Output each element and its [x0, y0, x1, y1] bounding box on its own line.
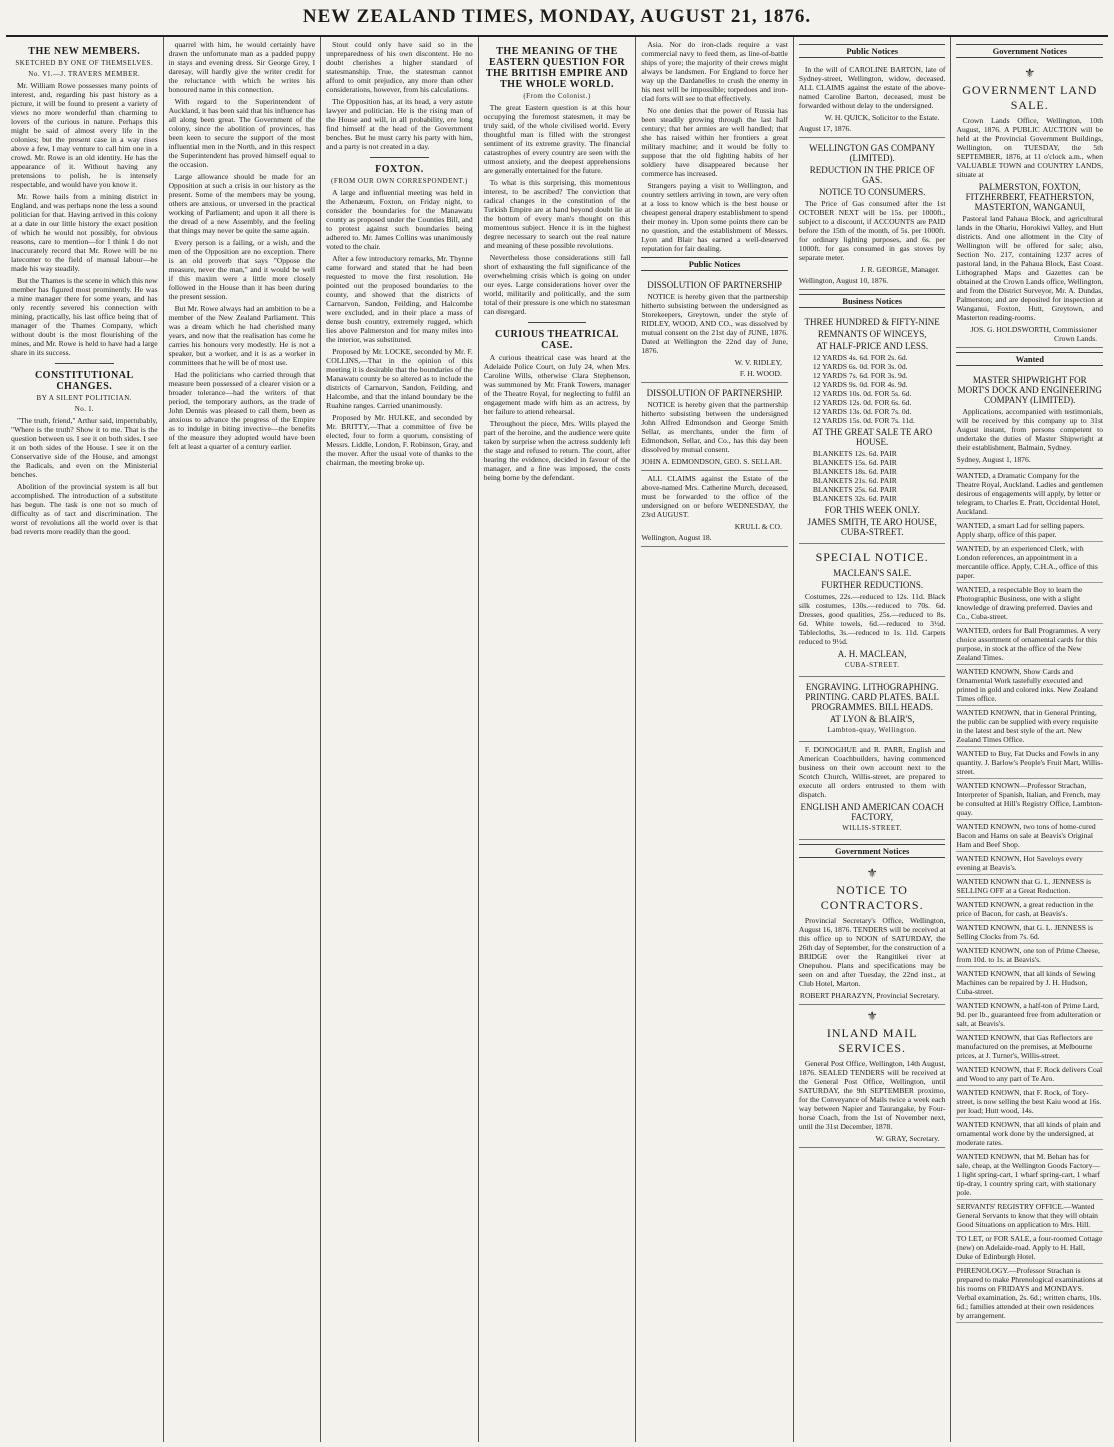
divider — [370, 157, 429, 158]
article-paragraph: Proposed by Mr. HULKE, and seconded by Mr. BRITTY,—That a committee of five be elected, four to form a quorum, consisting of Messrs. Liddle, London, F. Robinson, Gray, and the mover. After the usual vote of thanks to the chairman, the meeting broke up. — [326, 413, 473, 467]
section-header-business-notices: Business Notices — [799, 294, 946, 308]
article-heading-constitutional-changes: CONSTITUTIONAL CHANGES. — [34, 370, 134, 392]
price-row: BLANKETS 15s. 6d. PAIR — [812, 458, 897, 467]
article-paragraph: Throughout the piece, Mrs. Wills played the part of the heroine, and the audience were quite taken by surprise when the actress suddenly left the stage and refused to return. The court, after hearing the evidence, decided in favour of the manager, and a fine was imposed, the costs being borne by the defendant. — [483, 419, 631, 482]
notice-signature: JOS. G. HOLDSWORTH, Commissioner Crown Lands. — [970, 325, 1098, 343]
article-heading-new-members: THE NEW MEMBERS. — [28, 46, 141, 57]
ad-body: Costumes, 22s.—reduced to 12s. 11d. Black silk costumes, 130s.—reduced to 70s. 6d. Dresses, good qualities, 25s.—reduced to 8s. 6d. White towels, 6d.—reduced to 3½d. Tablecloths, 3s.—reduced to 1s. 11d. Carpets reduced to 9½d. — [798, 592, 946, 646]
ad-title: MACLEAN'S SALE. — [833, 568, 912, 578]
notice-signature: F. H. WOOD. — [739, 369, 782, 378]
price-row: 12 YARDS 6s. 0d. FOR 3s. 0d. — [812, 362, 908, 371]
article-heading-eastern-question: THE MEANING OF THE EASTERN QUESTION FOR THE BRITISH EMPIRE AND THE WHOLE WORLD. — [485, 46, 629, 90]
wanted-ad: WANTED KNOWN, that all kinds of Sewing Machines can be repaired by J. H. Hudson, Cuba-street. — [956, 967, 1103, 999]
ad-title: THREE HUNDRED & FIFTY-NINE — [804, 317, 940, 327]
price-row: 12 YARDS 9s. 0d. FOR 4s. 9d. — [812, 380, 908, 389]
notice-subtitle: REDUCTION IN THE PRICE OF GAS. — [809, 165, 935, 185]
ad-maclean-sale — [799, 544, 946, 677]
article-paragraph: But Mr. Rowe always had an ambition to be a member of the New Zealand Parliament. This was a dream which he had cherished many years, and now that the realisation has come he carries his honours very modestly. He is not a speaker, but a worker, and it is as a worker in committees that he will be of most use. — [168, 304, 316, 367]
crest-icon: ⚜ — [866, 866, 878, 880]
wanted-ad: WANTED to Buy, Fat Ducks and Fowls in any quantity. J. Barlow's People's Fruit Mart, Willis-street. — [956, 747, 1103, 779]
wanted-ad: WANTED KNOWN, that G. L. JENNESS is Selling Clocks from 7s. 6d. — [956, 921, 1103, 944]
price-row: BLANKETS 32s. 6d. PAIR — [812, 494, 897, 503]
ad-title: FURTHER REDUCTIONS. — [821, 580, 924, 590]
wanted-ad: WANTED, a Dramatic Company for the Theatre Royal, Auckland. Ladies and gentlemen desirous of engagements will apply, by letter or telegram, to Charles E. Pratt, Occidental Hotel, Auckland. — [956, 469, 1103, 519]
notice-gas-company — [799, 138, 946, 290]
section-header-wanted: Wanted — [956, 352, 1103, 366]
notice-land-sale — [956, 62, 1103, 348]
column-6 — [794, 37, 952, 1442]
article-subheading: BY A SILENT POLITICIAN. — [36, 394, 133, 402]
column-7 — [951, 37, 1108, 1442]
notice-signature: KRULL & CO. — [734, 522, 782, 531]
wanted-ad: WANTED KNOWN, one ton of Prime Cheese, from 10d. to 1s. at Beavis's. — [956, 944, 1103, 967]
ad-coachbuilders — [799, 742, 946, 840]
section-header-government-notices: Government Notices — [799, 844, 946, 858]
masthead — [6, 6, 1108, 37]
article-subheading: No. I. — [74, 405, 94, 413]
ad-title: AT LYON & BLAIR'S, — [829, 714, 915, 724]
notice-body: The Price of Gas consumed after the 1st OCTOBER NEXT will be 15s. per 1000ft., subject to a discount, if ACCOUNTS are PAID before the 15th of the month, of 5s. per 1000ft. for ordinary lighting purposes, and 6s. per 1000ft. for gas consumed in gas stoves by separate meter. — [798, 199, 946, 262]
column-4 — [479, 37, 637, 1442]
notice-towns: PALMERSTON, FOXTON, FITZHERBERT, FEATHERSTON, MASTERTON, WANGANUI, — [965, 182, 1094, 212]
section-header-government-notices: Government Notices — [956, 44, 1103, 58]
notice-body: Provincial Secretary's Office, Wellington, August 16, 1876. TENDERS will be received at this office up to NOON of SATURDAY, the 26th day of September, for the construction of a BRIDGE over the Rangitikei river at Onepuhou. Plans and specifications may be seen on and after Tuesday, the 22nd inst., at Club Hotel, Marton. — [798, 916, 946, 988]
blankets-price-list — [813, 449, 946, 503]
columns — [6, 37, 1108, 1442]
notice-body: Crown Lands Office, Wellington, 10th August, 1876. A PUBLIC AUCTION will be held at the Provincial Government Buildings, Wellington, on TUESDAY, the 5th SEPTEMBER, 1876, at 11 o'clock a.m., when VALUABLE TOWN and COUNTRY LANDS, situate at — [956, 116, 1104, 179]
notice-title: WELLINGTON GAS COMPANY (LIMITED). — [809, 143, 936, 163]
notice-date: Wellington, August 18. — [641, 533, 712, 542]
article-paragraph: Had the politicians who carried through that measure been possessed of a clearer vision or a broader tolerance—had the writers of that period, the temporary authors, as the trade of John Dennis was pleased to call them, been as anxious to advance the progress of the Empire as to indulge in biting invective—the benefits of the measure they adopted would have been felt at least a quarter of a century earlier. — [168, 370, 316, 451]
article-paragraph: To what is this surprising, this momentous interest, to be ascribed? The conviction that radical changes in the constitution of the Turkish Empire are at hand beyond doubt lie at the bottom of every man's thought on this momentous subject. Hence it is in the highest degree necessary to search out the real nature and meaning of these possible revolutions. — [483, 178, 631, 250]
wanted-ad: WANTED KNOWN—Professor Strachan, Interpreter of Spanish, Italian, and French, may be consulted at Hill's Registry Office, Lambton-quay. — [956, 779, 1103, 820]
article-paragraph: Nevertheless those considerations still fall short of exhausting the full significance of the overwhelming crisis which is going on under our eyes. Large considerations hover over the world, militarily and politically, and the sum total of their pressure is one which no statesman can disregard. — [483, 253, 631, 316]
notice-title: GOVERNMENT LAND SALE. — [962, 83, 1098, 112]
ad-title: AT HALF-PRICE AND LESS. — [816, 341, 929, 351]
notice-estate — [641, 471, 788, 547]
notice-body: NOTICE is hereby given that the partnership hitherto subsisting between the undersigned as Storekeepers, Greytown, under the style of RIDLEY, WOOD, AND CO., was dissolved by mutual consent on the 21st day of JUNE, 1876. Dated at Wellington the 22nd day of June, 1876. — [641, 292, 788, 355]
article-paragraph: A curious theatrical case was heard at the Adelaide Police Court, on July 24, when Mrs. Caroline Wills, otherwise Clara Stephenson, was summoned by Mr. Frank Towers, manager of the Theatre Royal, for neglecting to fulfil an engagement made with him as an actress, by her failure to attend rehearsal. — [483, 353, 631, 416]
ad-title: REMNANTS OF WINCEYS, — [817, 329, 927, 339]
wanted-ad: WANTED KNOWN, two tons of home-cured Bacon and Hams on sale at Beavis's Original Ham and Beef Shop. — [956, 820, 1103, 852]
ad-subtitle: FOR THIS WEEK ONLY. — [824, 505, 920, 515]
wanted-ad: WANTED, by an experienced Clerk, with London references, an appointment in a mercantile office. Apply, C.H.A., office of this paper. — [956, 542, 1103, 583]
article-paragraph: After a few introductory remarks, Mr. Thynne came forward and stated that he had been requested to move the first resolution. He pointed out the proposed boundaries to the county, and showed that the districts of Carnarvon, Sandon, Feilding, and Halcombe were excluded, and in their place a mass of dense bush country, extremely rugged, which lies above Palmerston and for many miles into the interior, was substituted. — [326, 254, 473, 344]
ad-title: ENGLISH AND AMERICAN COACH FACTORY, — [800, 802, 944, 822]
ad-body: F. DONOGHUE and R. PARR, English and American Coachbuilders, having commenced business on their own account next to the Scotch Church, Willis-street, are prepared to execute all orders entrusted to them with dispatch. — [798, 745, 946, 799]
article-subheading: (FROM OUR OWN CORRESPONDENT.) — [331, 177, 468, 185]
ad-signature: JAMES SMITH, TE ARO HOUSE, CUBA-STREET. — [807, 517, 937, 537]
ad-address: WILLIS-STREET. — [842, 824, 903, 832]
notice-title: NOTICE TO CONTRACTORS. — [820, 883, 924, 912]
ad-shipwright — [956, 370, 1103, 469]
price-row: 12 YARDS 12s. 0d. FOR 6s. 6d. — [812, 398, 912, 407]
section-header-public-notices: Public Notices — [799, 44, 946, 58]
notice-dissolution-1 — [641, 275, 788, 383]
wanted-ad: WANTED KNOWN, that M. Behan has for sale, cheap, at the Wellington Goods Factory—1 light spring-cart, 1 wharf spring-cart, 1 wharf tip-dray, 1 country spring cart, with stationary pole. — [956, 1150, 1103, 1200]
section-header-public-notices: Public Notices — [641, 257, 788, 271]
notice-signature: W. GRAY, Secretary. — [875, 1134, 940, 1143]
ad-engraving — [799, 677, 946, 742]
ad-title: SPECIAL NOTICE. — [815, 550, 929, 564]
wanted-ad: WANTED KNOWN, that F. Rock delivers Coal and Wood to any part of Te Aro. — [956, 1063, 1103, 1086]
wanted-ad: WANTED KNOWN, that all kinds of plain and ornamental work done by the undersigned, at moderate rates. — [956, 1118, 1103, 1150]
article-heading-theatrical-case: CURIOUS THEATRICAL CASE. — [495, 329, 619, 351]
notice-inland-mail — [799, 1005, 946, 1148]
wanted-ad: WANTED KNOWN, that in General Printing, the public can be supplied with every requisite in the latest and best style of the art. New Zealand Times Office. — [956, 706, 1103, 747]
wanted-ad: WANTED, a smart Lad for selling papers. Apply sharp, office of this paper. — [956, 519, 1103, 542]
ad-title: ENGRAVING. LITHOGRAPHING. PRINTING. CARD PLATES. BALL PROGRAMMES. BILL HEADS. — [805, 682, 940, 712]
wanted-ad: WANTED, a respectable Boy to learn the Photographic Business, one with a slight knowledge of drawing preferred. Davies and Co., Cuba-street. — [956, 583, 1103, 624]
notice-signature: W. H. QUICK, Solicitor to the Estate. — [824, 113, 940, 122]
wanted-ad: SERVANTS' REGISTRY OFFICE.—Wanted General Servants to know that they will obtain Good Situations on application to Mrs. Hill. — [956, 1200, 1103, 1232]
article-paragraph: quarrel with him, he would certainly have drawn the unfortunate man as a padded puppy in stays and evening dress. Sir George Grey, I daresay, will hardly give the writer credit for the reluctance with which he writes his honoured name in this connection. — [168, 40, 316, 94]
article-subheading: (From the Colonist.) — [523, 92, 591, 100]
article-paragraph: Strangers paying a visit to Wellington, and country settlers arriving in town, are very often at a loss to know which is the best house or cheapest general drapery establishment to spend their money in. Upon some points there can be no question, and the establishment of Messrs. Lyon and Blair has earned a well-deserved reputation for fair dealing. — [641, 181, 788, 253]
article-paragraph: Mr. William Rowe possesses many points of interest, and, regarding his past history as a picture, it will be found to present a variety of views no more wonderful than charming to lovers of the curious in nature. Perhaps this might be said of almost every life in the colonies; but the present case in a way rises above a few, I may venture to call him one in a crowd. Mr. Rowe is an old identity. He has the appearance of it. Without having any pretensions to polish, he is intensely respectable, and would have you know it. — [11, 81, 158, 189]
column-2 — [164, 37, 322, 1442]
article-paragraph: "The truth, friend," Arthur said, impertubably, "Where is the truth? Show it to me. That is the question between us. I see it on both sides. I see it on both sides of the House. I see it on the Conservative side of the House, and amongst the Radicals, and even on the Ministerial benches. — [11, 416, 158, 479]
ad-subtitle: AT THE GREAT SALE TE ARO HOUSE. — [812, 427, 933, 447]
article-paragraph: Asia. Nor do iron-clads require a vast commercial navy to feed them, as line-of-battle ships of yore; the majority of their crews might always be landsmen. For England to force her way up the Dardanelles to crush the enemy in his nest will be impossible; torpedoes and iron-clad forts will see to that effectively. — [641, 40, 788, 103]
wanted-ad: WANTED, orders for Ball Programmes. A very choice assortment of ornamental cards for this purpose, in stock at the office of the New Zealand Times. — [956, 624, 1103, 665]
yards-price-list — [813, 353, 946, 425]
ad-signature: A. H. MACLEAN, — [837, 649, 907, 659]
notice-subtitle: NOTICE TO CONSUMERS. — [818, 187, 926, 197]
article-paragraph: Mr. Rowe hails from a mining district in England, and was perhaps none the less a sound politician for that. Having arrived in this colony at a date in our little history the exact position of which he would not possibly, for obvious reasons, care to mention—for I think I do not inaccurately record that Mr. Rowe will be no latecomer to the field of manual labour—he made his way steadily. — [11, 192, 158, 273]
article-paragraph: The Opposition has, at its head, a very astute lawyer and politician. He is the rising man of the House and will, in all probability, ere long find himself at the head of the Government benches. But he must carry his party with him, and a party is not created in a day. — [326, 97, 473, 151]
column-3 — [321, 37, 479, 1442]
wanted-ad: TO LET, or FOR SALE, a four-roomed Cottage (new) on Adelaide-road. Apply to H. Hall, Duke of Edinburgh Hotel. — [956, 1232, 1103, 1264]
price-row: 12 YARDS 10s. 0d. FOR 5s. 6d. — [812, 389, 912, 398]
notice-body: NOTICE is hereby given that the partnership hitherto subsisting between the undersigned John Alfred Edmondson and George Smith Sellar, as merchants, under the firm of Edmondson, Sellar, and Co., has this day been dissolved by mutual consent. — [641, 400, 788, 454]
ad-title: MASTER SHIPWRIGHT FOR MORT'S DOCK AND ENGINEERING COMPANY (LIMITED). — [957, 375, 1102, 405]
price-row: BLANKETS 18s. 6d. PAIR — [812, 467, 897, 476]
divider — [528, 322, 587, 323]
masthead-title — [6, 6, 1108, 28]
notice-barton-estate — [799, 62, 946, 138]
article-paragraph: No one denies that the power of Russia has been steadily growing through the last half century; that her armies are well handled; that she has raised within her frontiers a great military machine; and it would be folly to suppose that the old fighting habits of her soldiery have disappeared because her commerce has increased. — [641, 106, 788, 178]
notice-title: INLAND MAIL SERVICES. — [826, 1026, 918, 1055]
wanted-ad: WANTED KNOWN, a half-ton of Prime Lard, 9d. per lb., guaranteed free from adulteration or salt, at Beavis's. — [956, 999, 1103, 1031]
article-heading-foxton: FOXTON. — [375, 164, 424, 175]
newspaper-name: NEW ZEALAND TIMES, — [302, 6, 534, 27]
wanted-ad: PHRENOLOGY.—Professor Strachan is prepared to make Phrenological examinations at his rooms on FRIDAYS and MONDAYS. Verbal examination, 2s. 6d.; written charts, 10s. 6d.; families attended at their own residences by arrangement. — [956, 1264, 1103, 1323]
notice-signature: W. V. RIDLEY, — [734, 358, 782, 367]
price-row: 12 YARDS 7s. 6d. FOR 3s. 9d. — [812, 371, 908, 380]
article-paragraph: Proposed by Mr. LOCKE, seconded by Mr. F. COLLINS,—That in the opinion of this meeting it is desirable that the boundaries of the Manawatu county be so altered as to include the districts of Carnarvon, Sandon, Feilding, and Halcombe, and that the inland boundary be the Ruahine ranges. Carried unanimously. — [326, 347, 473, 410]
article-paragraph: But the Thames is the scene in which this new member has figured most prominently. He was a mine manager there for some years, and has only recently severed his connection with mining, practically, his last office being that of manager of the Thames Company, which without doubt is the most flourishing of the mines, and Mr. Rowe is held to have had a large share in its success. — [11, 276, 158, 357]
article-paragraph: Stout could only have said so in the unpreparedness of his own discontent. He no doubt cherishes a higher standard of statesmanship. True, the statesman cannot afford to omit prejudice, any more than other considerations, however, from his calculations. — [326, 40, 473, 94]
price-row: 12 YARDS 15s. 0d. FOR 7s. 11d. — [812, 416, 915, 425]
article-subheading: No. VI.—J. TRAVERS MEMBER. — [28, 70, 141, 78]
price-row: BLANKETS 21s. 6d. PAIR — [812, 476, 897, 485]
notice-signature: JOHN A. EDMONDSON, GEO. S. SELLAR. — [641, 457, 782, 466]
article-paragraph: Large allowance should be made for an Opposition at such a crisis in our history as the present. Some of the members may be young, others are anxious, or unversed in the practical working of Parliament; and upon it all there is the dread of a new Assembly, and the feeling that things may never be quite the same again. — [168, 172, 316, 235]
article-paragraph: A large and influential meeting was held in the Athenæum, Foxton, on Friday night, to consider the boundaries for the Manawatu county as proposed under the Counties Bill, and to protest against such boundaries being adhered to. Mr. James Collins was unanimously voted to the chair. — [326, 188, 473, 251]
notice-title: DISSOLUTION OF PARTNERSHIP. — [646, 388, 783, 398]
price-row: BLANKETS 12s. 6d. PAIR — [812, 449, 897, 458]
price-row: 12 YARDS 4s. 6d. FOR 2s. 6d. — [812, 353, 908, 362]
notice-body: General Post Office, Wellington, 14th August, 1876. SEALED TENDERS will be received at the General Post Office, Wellington, until SATURDAY, the 9th SEPTEMBER proximo, for the Conveyance of Mails twice a week each way between Napier and Taurangake, by Four-horse Coach, from the 1st of November next, until the 31st December, 1878. — [798, 1059, 946, 1131]
crest-icon: ⚜ — [1024, 66, 1036, 80]
notice-contractors — [799, 862, 946, 1005]
article-paragraph: With regard to the Superintendent of Auckland, it has been said that his influence has all along been great. The Government of the colony, since the abolition of provinces, has been keen to secure the support of the most influential men in the North, and in this respect the Superintendent has proved himself equal to the occasion. — [168, 97, 316, 169]
column-5 — [636, 37, 794, 1442]
notice-body: Pastoral land Pahaua Block, and agricultural lands in the Ohariu, Horokiwi Valley, and Hutt districts. And one allotment in the City of Wellington will be offered for sale; also, Section No. 217, containing 1237 acres of pastoral land, in the Pahaua Block, East Coast. Lithographed Maps and Gazettes can be obtained at the Crown Lands office, Wellington, and from the District Surveyor, Mr. A. Dundas, Palmerston; and are deposited for inspection at Wanganui, Foxton, Hutt, Greytown, and Masterton reading-rooms. — [956, 214, 1104, 322]
notice-title: DISSOLUTION OF PARTNERSHIP — [647, 280, 782, 290]
wanted-ad: WANTED KNOWN, Show Cards and Ornamental Work tastefully executed and printed in gold and colored inks. New Zealand Times office. — [956, 665, 1103, 706]
ad-address: Lambton-quay, Wellington. — [827, 726, 917, 734]
notice-date: Wellington, August 10, 1876. — [798, 276, 889, 285]
notice-body: In the will of CAROLINE BARTON, late of Sydney-street, Wellington, widow, deceased. ALL CLAIMS against the estate of the above-named Caroline Barton, deceased, must be forwarded without delay to the undersigned. — [798, 65, 946, 110]
divider — [55, 363, 114, 364]
crest-icon: ⚜ — [866, 1009, 878, 1023]
price-row: BLANKETS 25s. 6d. PAIR — [812, 485, 897, 494]
column-1 — [6, 37, 164, 1442]
wanted-ad: WANTED KNOWN, Hot Saveloys every evening at Beavis's. — [956, 852, 1103, 875]
wanted-ad: WANTED KNOWN, that F. Rock, of Tory-street, is now selling the best Kaiu wood at 16s. per load; Hutt wood, 14s. — [956, 1086, 1103, 1118]
article-paragraph: The great Eastern question is at this hour occupying the foremost statesmen, it may be truly said, of the whole civilised world. Every thoughtful man is filled with the strongest sentiment of its extreme gravity. The financial catastrophes of every country are seen with the utmost anxiety, and the deepest apprehensions are generally entertained for the future. — [483, 103, 631, 175]
issue-date: MONDAY, AUGUST 21, 1876. — [539, 6, 812, 27]
wanted-ad: WANTED KNOWN, a great reduction in the price of Bacon, for cash, at Beavis's. — [956, 898, 1103, 921]
ad-winceys-sale — [799, 312, 946, 544]
article-paragraph: Abolition of the provincial system is all but accomplished. The introduction of a substitute has begun. The task is one not so much of difficulty as of tact and discrimination. The worst of revolutions all the world over is that bad reverts more readily than the good. — [11, 482, 158, 536]
article-subheading: SKETCHED BY ONE OF THEMSELVES. — [15, 59, 154, 67]
wanted-ad: WANTED KNOWN, that Gas Reflectors are manufactured on the premises, at Melbourne prices, at J. Turner's, Willis-street. — [956, 1031, 1103, 1063]
notice-signature: ROBERT PHARAZYN, Provincial Secretary. — [799, 991, 940, 1000]
ad-body: Applications, accompanied with testimonials, will be received by this company up to 31st August instant, from persons competent to undertake the duties of Master Shipwright at their establishment, Balmain, Sydney. — [956, 407, 1104, 452]
notice-body: ALL CLAIMS against the Estate of the above-named Mrs. Catherine Murch, deceased, must be forwarded to the office of the undersigned on or before WEDNESDAY, the 23rd AUGUST. — [641, 474, 788, 519]
ad-address: CUBA-STREET. — [844, 661, 900, 669]
notice-signature: J. R. GEORGE, Manager. — [860, 265, 940, 274]
price-row: 12 YARDS 13s. 0d. FOR 7s. 0d. — [812, 407, 912, 416]
wanted-ad: WANTED KNOWN that G. L. JENNESS is SELLING OFF at a Great Reduction. — [956, 875, 1103, 898]
article-paragraph: Every person is a failing, or a wish, and the men of the Opposition are no exception. There is an old proverb that says "Oppose the measure, never the man," and it would be well if this maxim were a little more closely followed in the House than it has been during the present session. — [168, 238, 316, 301]
ad-date: Sydney, August 1, 1876. — [956, 455, 1031, 464]
notice-date: August 17, 1876. — [798, 124, 852, 133]
notice-dissolution-2 — [641, 383, 788, 471]
